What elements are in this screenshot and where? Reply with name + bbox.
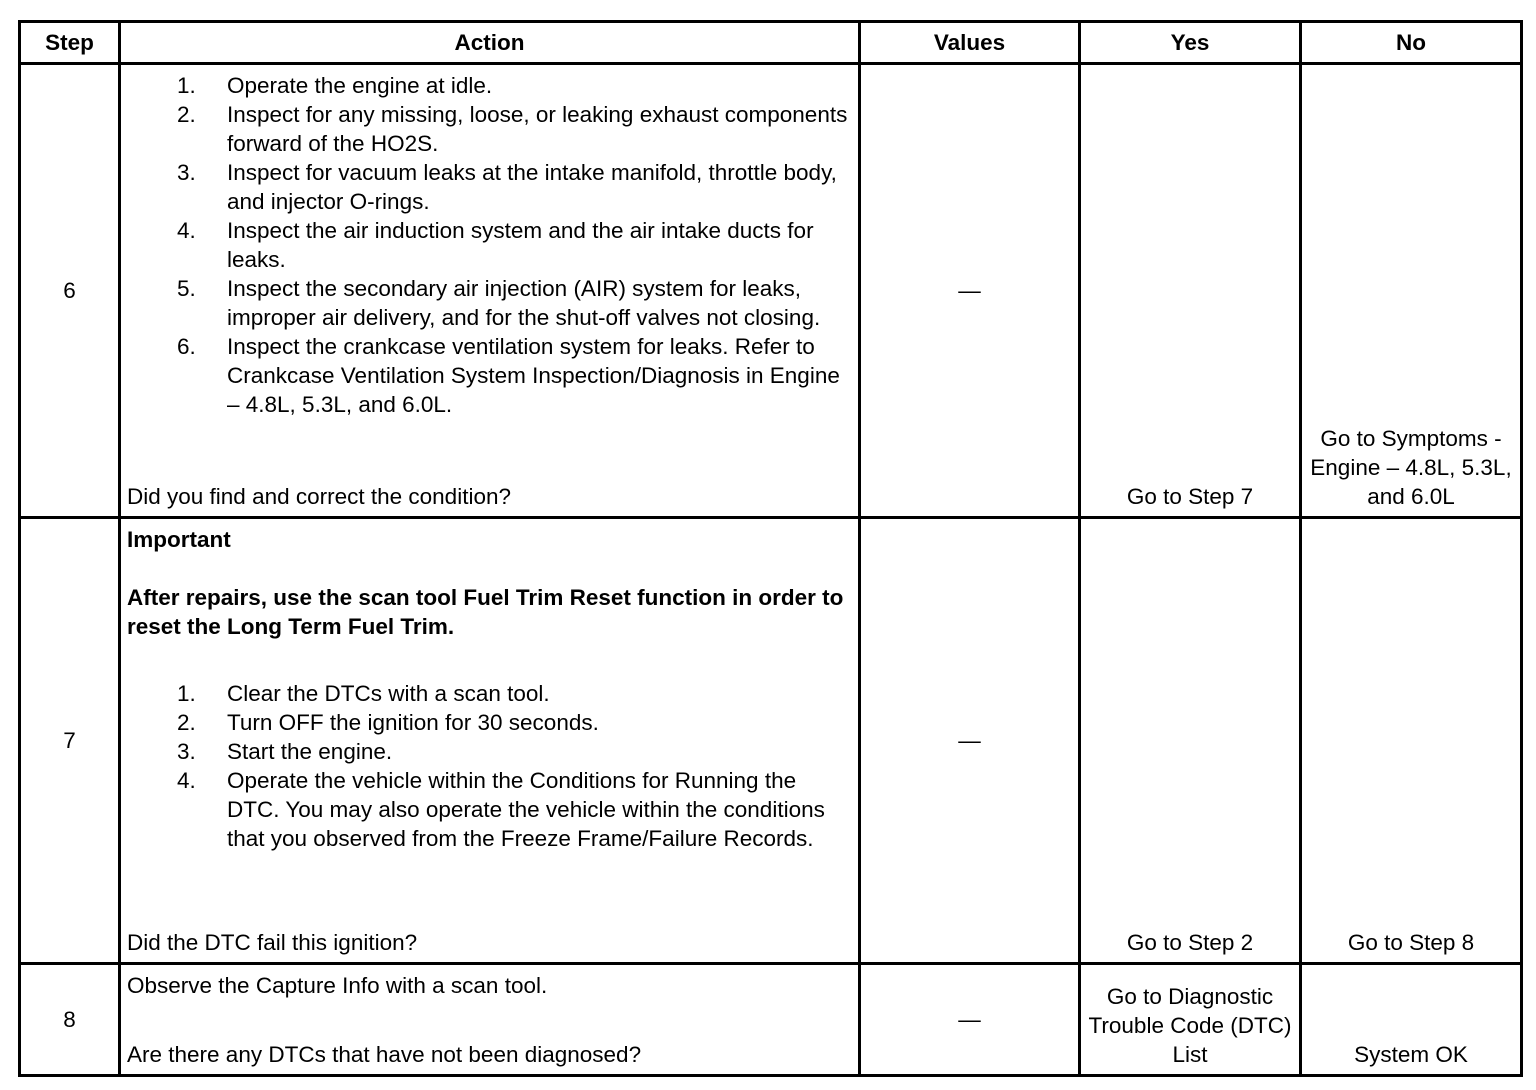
important-note: After repairs, use the scan tool Fuel Trim Reset function in order to reset the Long Term Fuel Trim. xyxy=(127,585,844,639)
list-item: 4. Inspect the air induction system and the air intake ducts for leaks. xyxy=(177,218,814,272)
header-row xyxy=(20,22,1522,64)
values-cell: — xyxy=(860,518,1080,964)
header-no: No xyxy=(1301,22,1522,64)
no-cell: Go to Symptoms - Engine – 4.8L, 5.3L, and 6.0L xyxy=(1301,64,1522,518)
table-row-step-8 xyxy=(20,964,1522,1076)
list-item: 4. Operate the vehicle within the Conditions for Running the DTC. You may also operate the vehicle within the conditions that you observed from the Freeze Frame/Failure Records. xyxy=(177,768,825,851)
list-item: 6. Inspect the crankcase ventilation system for leaks. Refer to Crankcase Ventilation System Inspection/Diagnosis in Engine – 4.8L, 5.3L, and 6.0L. xyxy=(177,334,840,417)
table-row-step-6 xyxy=(20,64,1522,518)
step-number: 6 xyxy=(20,64,120,518)
list-item: 2. Turn OFF the ignition for 30 seconds. xyxy=(177,710,599,735)
header-yes: Yes xyxy=(1080,22,1301,64)
important-label: Important xyxy=(127,527,231,552)
action-cell xyxy=(120,518,860,964)
list-item: 3. Start the engine. xyxy=(177,739,393,764)
question-text: Are there any DTCs that have not been diagnosed? xyxy=(127,1042,642,1067)
values-cell: — xyxy=(860,64,1080,518)
header-values: Values xyxy=(860,22,1080,64)
values-cell: — xyxy=(860,964,1080,1076)
header-action: Action xyxy=(120,22,860,64)
action-step-list xyxy=(127,71,852,419)
list-item: 2. Inspect for any missing, loose, or leaking exhaust components forward of the HO2S. xyxy=(177,102,848,156)
question-text: Did you find and correct the condition? xyxy=(127,484,511,509)
action-step-list xyxy=(127,679,852,853)
question-text: Did the DTC fail this ignition? xyxy=(127,930,418,955)
step-number: 7 xyxy=(20,518,120,964)
list-item: 5. Inspect the secondary air injection (AIR) system for leaks, improper air delivery, and for the shut-off valves not closing. xyxy=(177,276,821,330)
no-cell: System OK xyxy=(1301,964,1522,1076)
list-item: 1. Operate the engine at idle. xyxy=(177,73,493,98)
yes-cell: Go to Step 2 xyxy=(1080,518,1301,964)
step-number: 8 xyxy=(20,964,120,1076)
yes-cell: Go to Step 7 xyxy=(1080,64,1301,518)
action-cell xyxy=(120,964,860,1076)
table-row-step-7 xyxy=(20,518,1522,964)
instruction-text: Observe the Capture Info with a scan tool. xyxy=(127,973,548,998)
no-cell: Go to Step 8 xyxy=(1301,518,1522,964)
list-item: 3. Inspect for vacuum leaks at the intake manifold, throttle body, and injector O-rings. xyxy=(177,160,837,214)
action-cell xyxy=(120,64,860,518)
diagnostic-table xyxy=(18,20,1523,1077)
list-item: 1. Clear the DTCs with a scan tool. xyxy=(177,681,550,706)
header-step: Step xyxy=(20,22,120,64)
yes-cell: Go to Diagnostic Trouble Code (DTC) List xyxy=(1080,964,1301,1076)
